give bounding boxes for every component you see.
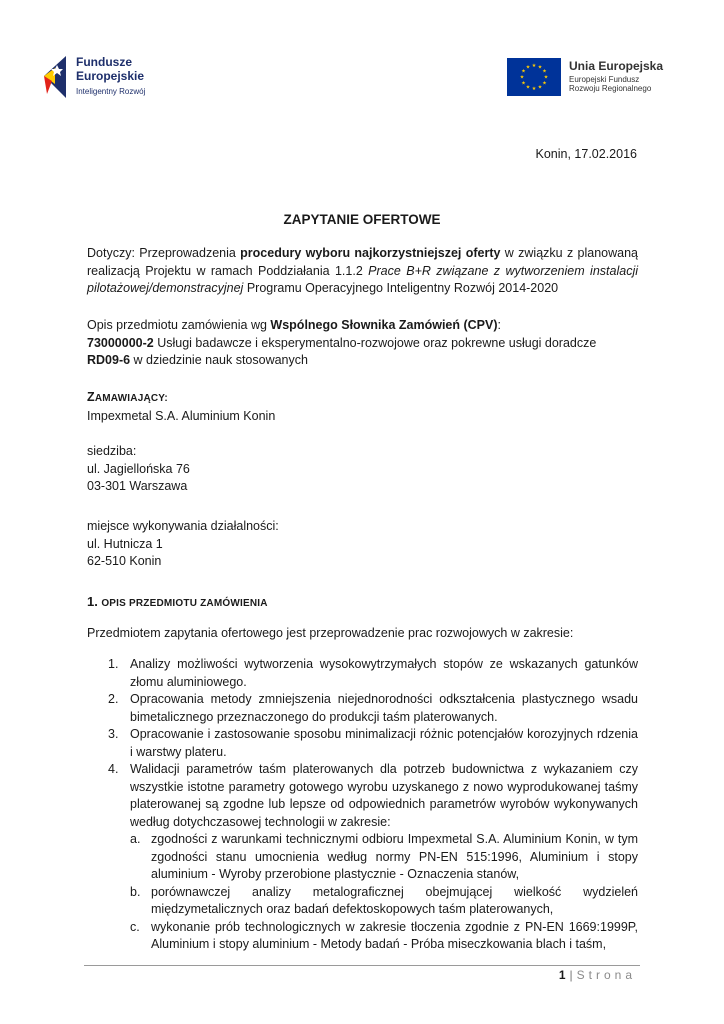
ordering-party-heading-first: Z xyxy=(87,390,95,404)
operations-street: ul. Hutnicza 1 xyxy=(87,536,163,551)
operations-city: 62-510 Konin xyxy=(87,554,162,568)
ordering-party-section xyxy=(87,389,638,425)
cpv-code-2-text: w dziedzinie nauk stosowanych xyxy=(130,353,308,367)
fe-logo-line3: Inteligentny Rozwój xyxy=(76,87,146,96)
list-item xyxy=(87,656,638,691)
footer-separator: | xyxy=(569,968,573,982)
svg-text:★: ★ xyxy=(525,84,531,91)
document-title: ZAPYTANIE OFERTOWE xyxy=(283,212,441,227)
subject-text-2: w związku z planowaną realizacją Projektu w ramach Poddziałania 1.1.2 xyxy=(87,246,638,278)
list-item-number: 4. xyxy=(108,762,119,776)
unia-europejska-logo xyxy=(507,58,687,98)
list-item-number: 2. xyxy=(108,692,119,706)
cpv-suffix: : xyxy=(497,318,502,332)
document-date: Konin, 17.02.2016 xyxy=(535,147,637,161)
list-item-number: 1. xyxy=(108,657,119,671)
list-item-text: Opracowanie i zastosowanie sposobu minimalizacji różnic potencjałów korozyjnych rdzenia i warstwy plateru. xyxy=(130,727,638,759)
fe-star-icon xyxy=(42,54,68,100)
cpv-code-2: RD09-6 xyxy=(87,353,131,367)
fundusze-europejskie-logo xyxy=(42,52,162,104)
ordering-party-heading xyxy=(87,389,638,408)
subject-paragraph xyxy=(87,245,638,298)
svg-text:★: ★ xyxy=(537,64,543,71)
list-item-text: Analizy możliwości wytworzenia wysokowytrzymałych stopów ze wskazanych gatunków złomu aluminiowego. xyxy=(130,657,638,689)
section-1-intro: Przedmiotem zapytania ofertowego jest przeprowadzenie prac rozwojowych w zakresie: xyxy=(87,626,574,640)
svg-text:★: ★ xyxy=(525,64,531,71)
headquarters-street: ul. Jagiellońska 76 xyxy=(87,461,190,476)
cpv-code-1-text: Usługi badawcze i eksperymentalno-rozwojowe oraz pokrewne usługi doradcze xyxy=(153,335,597,350)
list-item-number: 3. xyxy=(108,727,119,741)
eu-logo-line1: Unia Europejska xyxy=(569,59,664,73)
list-item xyxy=(87,691,638,726)
sub-list-item xyxy=(130,919,638,954)
footer-divider xyxy=(84,965,640,966)
page-footer xyxy=(559,968,636,982)
sub-list-item-text: porównawczej analizy metalograficznej obejmującej wielkość wydzieleń międzymetalicznych oraz badań defektoskopowych taśm platerowanych, xyxy=(151,884,638,916)
cpv-section xyxy=(87,317,638,370)
operations-label: miejsce wykonywania działalności: xyxy=(87,519,279,533)
subject-bold: procedury wyboru najkorzystniejszej oferty xyxy=(240,246,501,260)
headquarters-city: 03-301 Warszawa xyxy=(87,479,188,493)
svg-text:★: ★ xyxy=(531,63,537,69)
headquarters-label: siedziba: xyxy=(87,444,137,458)
cpv-prefix: Opis przedmiotu zamówienia wg xyxy=(87,318,271,332)
svg-text:★: ★ xyxy=(531,86,537,92)
svg-text:★: ★ xyxy=(542,80,547,87)
section-1-title: OPIS PRZEDMIOTU ZAMÓWIENIA xyxy=(101,598,268,609)
eu-logo-line3: Rozwoju Regionalnego xyxy=(569,84,652,93)
section-1-heading xyxy=(87,593,638,613)
operations-block xyxy=(87,518,638,571)
sub-list-item xyxy=(130,884,638,919)
page-number: 1 xyxy=(558,968,566,982)
subject-italic: Prace B+R związane z wytworzeniem instalacji pilotażowej/demonstracyjnej xyxy=(87,263,638,295)
eu-logo-line2: Europejski Fundusz xyxy=(569,75,640,84)
fe-logo-line1: Fundusze xyxy=(76,55,132,69)
sub-list-item-text: zgodności z warunkami technicznymi odbioru Impexmetal S.A. Aluminium Konin, w tym zgodności stanu umocnienia według normy PN-EN 515:1996, Aluminium i stopy aluminium - Wyroby przerobione plastycznie - Oznaczenia stanów, xyxy=(151,832,638,881)
svg-text:★: ★ xyxy=(519,74,525,81)
headquarters-block xyxy=(87,443,638,496)
subject-text-1: Dotyczy: Przeprowadzenia xyxy=(87,246,241,260)
svg-text:★: ★ xyxy=(537,84,543,91)
sub-list-item-letter: c. xyxy=(130,919,140,934)
cpv-code-1: 73000000-2 xyxy=(87,335,154,350)
svg-text:★: ★ xyxy=(542,68,547,75)
svg-text:★: ★ xyxy=(543,74,549,81)
list-item-text: Opracowania metody zmniejszenia niejednorodności odkształcenia plastycznego wsadu bimetalicznego przeznaczonego do produkcji taśm platerowanych. xyxy=(130,692,638,724)
section-1-number: 1. xyxy=(87,594,98,609)
sub-list-item-letter: b. xyxy=(130,884,141,899)
footer-page-label: Strona xyxy=(576,968,636,982)
subject-text-3: Programu Operacyjnego Inteligentny Rozwój 2014-2020 xyxy=(243,281,559,295)
cpv-bold: Wspólnego Słownika Zamówień (CPV) xyxy=(270,318,498,332)
ordering-party-heading-rest: AMAWIAJĄCY: xyxy=(94,393,168,404)
eu-flag-icon xyxy=(507,58,561,96)
sub-list-item-letter: a. xyxy=(130,832,141,846)
list-item-text: Walidacji parametrów taśm platerowanych dla potrzeb budownictwa z wykazaniem czy wszystkie istotne parametry gotowego wyrobu uzyskanego z nowo wyprodukowanej taśmy platerowanej są zgodne lub lepsze od odpowiednich parametrów wyrobów wykonywanych według dotychczasowej technologii w zakresie: xyxy=(130,762,638,829)
sub-list-item xyxy=(130,831,638,884)
svg-text:★: ★ xyxy=(521,80,526,87)
fe-logo-line2: Europejskie xyxy=(76,69,145,83)
svg-text:★: ★ xyxy=(521,68,526,75)
list-item xyxy=(87,726,638,761)
ordering-party-name: Impexmetal S.A. Aluminium Konin xyxy=(87,408,276,423)
list-item xyxy=(87,761,638,954)
sub-list-item-text: wykonanie prób technologicznych w zakresie tłoczenia zgodnie z PN-EN 1669:1999P, Aluminium i stopy aluminium - Metody badań - Próba miseczkowania blach i taśm, xyxy=(151,919,638,951)
section-1-list xyxy=(87,656,638,954)
